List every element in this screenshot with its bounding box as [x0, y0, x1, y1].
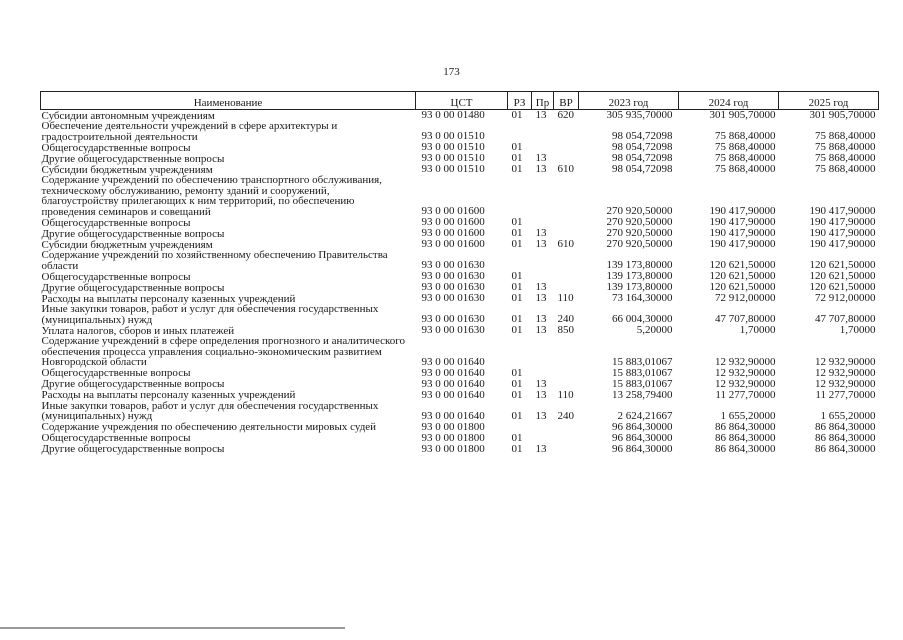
cell-rz: 01 [511, 292, 523, 304]
cell-cst: 93 0 00 01640 [421, 366, 485, 379]
cell-cst: 93 0 00 01510 [421, 130, 485, 142]
cell-rz: 01 [511, 227, 523, 239]
cell-pr: 13 [535, 227, 547, 239]
cell-y2025: 11 277,70000 [815, 388, 876, 401]
cell-vr: 240 [557, 313, 574, 325]
cell-y2023: 270 920,50000 [606, 216, 673, 228]
cell-cst: 93 0 00 01510 [421, 141, 485, 153]
cell-y2023: 98 054,72098 [612, 152, 673, 164]
cell-vr [554, 368, 579, 379]
cell-name: Субсидии бюджетным учреждениям [41, 238, 213, 251]
cell-name: Содержание учреждений в сфере определения прогнозного и аналитического обеспечения процесса управления социально-экономическим развитием Новгородской области [41, 335, 406, 368]
cell-y2025: 12 932,90000 [815, 366, 876, 379]
cell-rz: 01 [511, 313, 523, 325]
cell-y2025: 120 621,50000 [809, 270, 876, 282]
cell-cst: 93 0 00 01600 [421, 238, 485, 250]
cell-y2025: 86 864,30000 [815, 431, 876, 444]
table-row [41, 336, 879, 368]
cell-y2025: 120 621,50000 [809, 259, 876, 271]
cell-name: Расходы на выплаты персоналу казенных учреждений [41, 389, 296, 401]
cell-y2024: 75 868,40000 [715, 163, 776, 175]
header-2023: 2023 год [579, 92, 679, 110]
cell-cst: 93 0 00 01640 [421, 377, 485, 390]
table-row [41, 401, 879, 422]
cell-cst: 93 0 00 01800 [421, 431, 485, 444]
cell-rz: 01 [511, 141, 523, 153]
cell-y2025: 190 417,90000 [809, 238, 876, 250]
cell-y2023: 96 864,30000 [612, 442, 673, 455]
table-row [41, 368, 879, 379]
cell-vr [554, 444, 579, 455]
cell-y2023: 96 864,30000 [612, 420, 673, 433]
cell-vr [554, 175, 579, 217]
cell-vr: 240 [557, 409, 574, 422]
cell-vr [554, 121, 579, 142]
cell-y2024: 120 621,50000 [709, 281, 776, 293]
cell-y2025: 75 868,40000 [815, 130, 876, 142]
cell-y2024: 86 864,30000 [715, 442, 776, 455]
cell-cst: 93 0 00 01510 [421, 163, 485, 175]
cell-name: Содержание учреждений по обеспечению транспортного обслуживания, техническому обслуживанию, ремонту зданий и сооружений, благоустройству прилегающих к ним территорий, по обеспечению проведения семинаров и совещаний [41, 174, 382, 218]
cell-y2023: 270 920,50000 [606, 238, 673, 250]
cell-y2025: 72 912,00000 [815, 292, 876, 304]
cell-pr [532, 368, 554, 379]
cell-y2025: 75 868,40000 [815, 163, 876, 175]
cell-y2023: 13 258,79400 [612, 388, 673, 401]
cell-name: Другие общегосударственные вопросы [41, 152, 225, 165]
cell-name: Субсидии бюджетным учреждениям [41, 163, 213, 176]
cell-y2023: 5,20000 [636, 324, 673, 336]
cell-vr [554, 433, 579, 444]
table-row [41, 250, 879, 271]
cell-vr [554, 336, 579, 368]
cell-y2025: 75 868,40000 [815, 141, 876, 153]
cell-pr [532, 121, 554, 142]
table-row [41, 422, 879, 433]
cell-name: Другие общегосударственные вопросы [41, 443, 225, 455]
cell-name: Другие общегосударственные вопросы [41, 378, 225, 390]
cell-name: Обеспечение деятельности учреждений в сфере архитектуры и градостроительной деятельности [41, 120, 338, 143]
cell-rz: 01 [511, 409, 523, 422]
cell-cst: 93 0 00 01640 [421, 355, 485, 368]
cell-y2024: 86 864,30000 [715, 420, 776, 433]
cell-y2024: 75 868,40000 [715, 130, 776, 142]
cell-rz: 01 [511, 216, 523, 228]
cell-pr: 13 [535, 238, 547, 250]
table-row [41, 433, 879, 444]
cell-vr [554, 217, 579, 228]
cell-y2024: 12 932,90000 [715, 377, 776, 390]
cell-name: Расходы на выплаты персоналу казенных учреждений [41, 292, 296, 305]
cell-pr: 13 [535, 109, 547, 121]
header-2025: 2025 год [779, 92, 879, 110]
cell-y2024: 72 912,00000 [715, 292, 776, 304]
table-header-row [41, 92, 879, 110]
cell-name: Иные закупки товаров, работ и услуг для обеспечения государственных (муниципальных) нужд [41, 399, 379, 422]
cell-y2024: 1 655,20000 [720, 409, 776, 422]
cell-cst: 93 0 00 01640 [421, 409, 485, 422]
cell-vr [554, 379, 579, 390]
cell-y2025: 120 621,50000 [809, 281, 876, 293]
table-row [41, 379, 879, 390]
cell-y2024: 86 864,30000 [715, 431, 776, 444]
cell-pr: 13 [535, 281, 547, 293]
cell-pr: 13 [535, 409, 547, 422]
cell-y2024: 190 417,90000 [709, 227, 776, 239]
cell-name: Общегосударственные вопросы [41, 270, 191, 283]
table-row [41, 444, 879, 455]
cell-pr [532, 175, 554, 217]
cell-y2025: 47 707,80000 [815, 313, 876, 325]
cell-vr: 610 [557, 163, 574, 175]
header-pr: Пр [532, 92, 554, 110]
cell-y2024: 120 621,50000 [709, 259, 776, 271]
cell-y2025: 75 868,40000 [815, 152, 876, 164]
cell-y2025: 1,70000 [839, 324, 876, 336]
cell-vr: 620 [557, 109, 574, 121]
cell-cst: 93 0 00 01630 [421, 292, 485, 304]
cell-y2024: 120 621,50000 [709, 270, 776, 282]
table-body [41, 110, 879, 455]
cell-cst: 93 0 00 01510 [421, 152, 485, 164]
cell-y2025: 190 417,90000 [809, 227, 876, 239]
cell-y2025: 86 864,30000 [815, 420, 876, 433]
cell-y2025: 12 932,90000 [815, 355, 876, 368]
footer-divider [0, 627, 345, 629]
cell-name: Другие общегосударственные вопросы [41, 281, 225, 294]
cell-y2024: 75 868,40000 [715, 152, 776, 164]
budget-table [40, 91, 879, 455]
cell-name: Другие общегосударственные вопросы [41, 227, 225, 240]
cell-rz: 01 [511, 270, 523, 282]
cell-rz [508, 121, 532, 142]
cell-vr: 610 [557, 238, 574, 250]
header-rz: РЗ [508, 92, 532, 110]
cell-rz: 01 [511, 442, 523, 455]
cell-rz [508, 175, 532, 217]
cell-y2023: 15 883,01067 [612, 355, 673, 368]
cell-cst: 93 0 00 01600 [421, 216, 485, 228]
cell-rz: 01 [511, 281, 523, 293]
cell-name: Общегосударственные вопросы [41, 141, 191, 154]
cell-pr [532, 250, 554, 271]
cell-name: Иные закупки товаров, работ и услуг для обеспечения государственных (муниципальных) нужд [41, 303, 379, 326]
cell-rz: 01 [511, 366, 523, 379]
cell-y2023: 96 864,30000 [612, 431, 673, 444]
cell-rz [508, 250, 532, 271]
cell-pr [532, 422, 554, 433]
cell-y2024: 190 417,90000 [709, 216, 776, 228]
cell-cst: 93 0 00 01480 [421, 109, 485, 121]
cell-cst: 93 0 00 01800 [421, 420, 485, 433]
cell-y2024: 190 417,90000 [709, 238, 776, 250]
cell-pr [532, 433, 554, 444]
cell-y2024: 1,70000 [739, 324, 776, 336]
cell-rz: 01 [511, 238, 523, 250]
cell-cst: 93 0 00 01630 [421, 270, 485, 282]
cell-name: Субсидии автономным учреждениям [41, 109, 215, 122]
cell-name: Содержание учреждения по обеспечению деятельности мировых судей [41, 421, 377, 433]
cell-pr: 13 [535, 152, 547, 164]
cell-y2023: 139 173,80000 [606, 270, 673, 282]
cell-vr [554, 271, 579, 282]
cell-y2025: 86 864,30000 [815, 442, 876, 455]
cell-cst: 93 0 00 01630 [421, 313, 485, 325]
cell-pr: 13 [535, 313, 547, 325]
cell-cst: 93 0 00 01640 [421, 388, 485, 401]
cell-y2025: 301 905,70000 [809, 109, 876, 121]
cell-name: Уплата налогов, сборов и иных платежей [41, 324, 235, 337]
cell-cst: 93 0 00 01800 [421, 442, 485, 455]
cell-vr [554, 250, 579, 271]
cell-vr [554, 422, 579, 433]
cell-rz: 01 [511, 388, 523, 401]
cell-y2023: 98 054,72098 [612, 130, 673, 142]
table-row [41, 304, 879, 325]
cell-y2025: 190 417,90000 [809, 205, 876, 217]
cell-name: Общегосударственные вопросы [41, 216, 191, 229]
cell-cst: 93 0 00 01600 [421, 205, 485, 217]
table-row [41, 390, 879, 401]
table-row [41, 121, 879, 142]
cell-rz: 01 [511, 152, 523, 164]
table-row [41, 175, 879, 217]
cell-cst: 93 0 00 01630 [421, 324, 485, 336]
cell-vr: 850 [557, 324, 574, 336]
cell-pr: 13 [535, 388, 547, 401]
cell-y2025: 190 417,90000 [809, 216, 876, 228]
cell-y2023: 66 004,30000 [612, 313, 673, 325]
cell-vr: 110 [557, 292, 574, 304]
cell-y2023: 73 164,30000 [612, 292, 673, 304]
cell-y2023: 2 624,21667 [617, 409, 673, 422]
cell-rz: 01 [511, 324, 523, 336]
cell-vr [554, 142, 579, 153]
cell-y2024: 301 905,70000 [709, 109, 776, 121]
cell-rz: 01 [511, 109, 523, 121]
cell-rz [508, 422, 532, 433]
cell-cst: 93 0 00 01600 [421, 227, 485, 239]
header-vr: ВР [554, 92, 579, 110]
cell-y2023: 270 920,50000 [606, 227, 673, 239]
cell-cst: 93 0 00 01630 [421, 281, 485, 293]
cell-y2024: 47 707,80000 [715, 313, 776, 325]
cell-rz [508, 336, 532, 368]
cell-y2023: 15 883,01067 [612, 366, 673, 379]
cell-y2024: 190 417,90000 [709, 205, 776, 217]
header-2024: 2024 год [679, 92, 779, 110]
cell-y2023: 15 883,01067 [612, 377, 673, 390]
cell-vr: 110 [557, 388, 574, 401]
cell-rz: 01 [511, 377, 523, 390]
cell-name: Общегосударственные вопросы [41, 432, 191, 444]
cell-y2023: 98 054,72098 [612, 141, 673, 153]
cell-pr: 13 [535, 377, 547, 390]
cell-rz: 01 [511, 431, 523, 444]
cell-y2024: 11 277,70000 [715, 388, 776, 401]
cell-y2023: 98 054,72098 [612, 163, 673, 175]
cell-y2025: 12 932,90000 [815, 377, 876, 390]
cell-rz: 01 [511, 163, 523, 175]
cell-y2023: 139 173,80000 [606, 259, 673, 271]
cell-pr [532, 336, 554, 368]
cell-y2024: 12 932,90000 [715, 355, 776, 368]
cell-pr: 13 [535, 292, 547, 304]
cell-y2024: 12 932,90000 [715, 366, 776, 379]
cell-y2023: 139 173,80000 [606, 281, 673, 293]
cell-pr: 13 [535, 324, 547, 336]
cell-pr: 13 [535, 163, 547, 175]
cell-y2023: 305 935,70000 [606, 109, 673, 121]
cell-y2024: 75 868,40000 [715, 141, 776, 153]
header-cst: ЦСТ [416, 92, 508, 110]
page-number: 173 [443, 66, 460, 78]
header-name: Наименование [41, 92, 416, 110]
cell-y2023: 270 920,50000 [606, 205, 673, 217]
cell-y2025: 1 655,20000 [820, 409, 876, 422]
cell-pr: 13 [535, 442, 547, 455]
cell-name: Содержание учреждений по хозяйственному обеспечению Правительства области [41, 249, 388, 272]
cell-cst: 93 0 00 01630 [421, 259, 485, 271]
cell-name: Общегосударственные вопросы [41, 367, 191, 379]
